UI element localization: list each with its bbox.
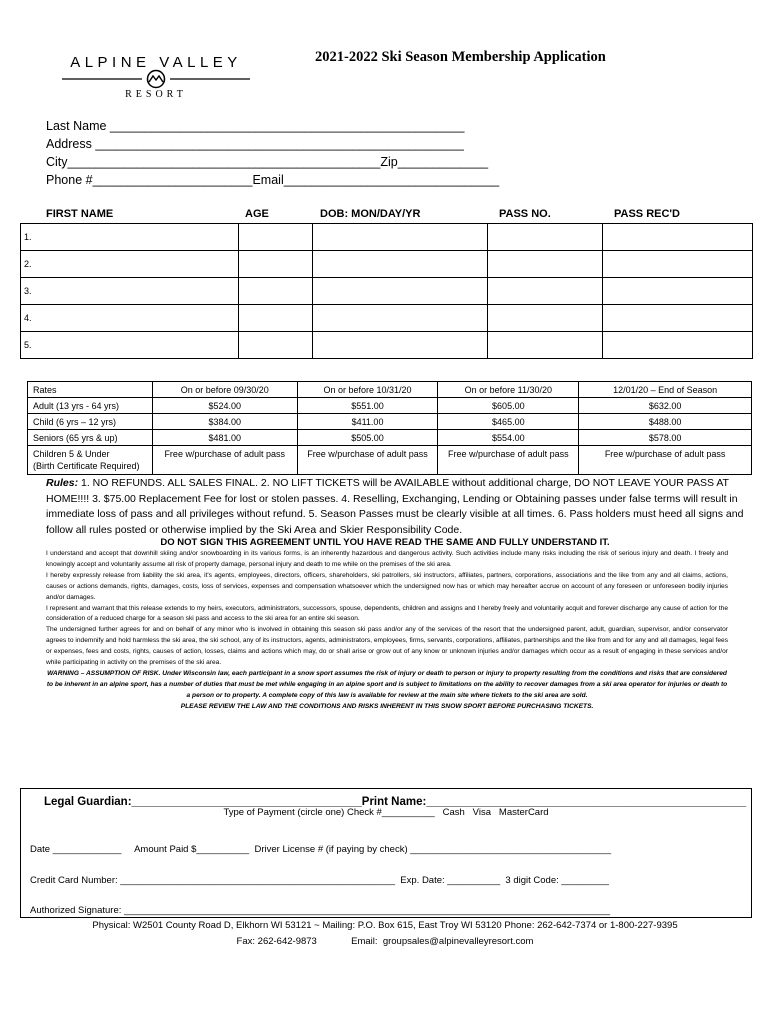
- rates-header: 12/01/20 – End of Season: [579, 382, 752, 398]
- header-age: AGE: [245, 208, 269, 220]
- pass-no-cell[interactable]: [488, 224, 603, 251]
- rate-price: $632.00: [579, 398, 752, 414]
- dob-cell[interactable]: [312, 278, 488, 305]
- footer-fax: Fax: 262-642-9873: [236, 936, 317, 947]
- agreement-title: DO NOT SIGN THIS AGREEMENT UNTIL YOU HAVE READ THE SAME AND FULLY UNDERSTAND IT.: [160, 537, 610, 548]
- footer-email: Email: groupsales@alpinevalleyresort.com: [351, 936, 534, 947]
- mountain-logo-icon: [58, 68, 254, 90]
- row-number: 1.: [21, 224, 239, 251]
- header-pass-recd: PASS REC'D: [614, 208, 680, 220]
- header-first-name: FIRST NAME: [46, 208, 114, 220]
- row-number: 4.: [21, 305, 239, 332]
- row-number: 3.: [21, 278, 239, 305]
- rate-category: Seniors (65 yrs & up): [28, 430, 153, 446]
- table-row: [21, 224, 753, 251]
- rate-price: $524.00: [152, 398, 297, 414]
- rate-price: $465.00: [438, 414, 579, 430]
- header-pass-no: PASS NO.: [499, 208, 551, 220]
- footer-address: Physical: W2501 County Road D, Elkhorn WI 53121 ~ Mailing: P.O. Box 615, East Troy WI 53120 Phone: 262-642-7374 or 1-800-227-9395: [92, 920, 678, 931]
- resort-logo: [58, 54, 254, 104]
- rate-price: $605.00: [438, 398, 579, 414]
- last-name-field[interactable]: Last Name ___________________________________________________: [46, 119, 465, 133]
- rates-table: [27, 381, 752, 475]
- age-cell[interactable]: [238, 224, 312, 251]
- rules-body: 1. NO REFUNDS. ALL SALES FINAL. 2. NO LIFT TICKETS will be AVAILABLE without additional charge, DO NOT LEAVE YOUR PASS AT HOME!!!! 3. $75.00 Replacement Fee for lost or stolen passes. 4. Reselling, Exchanging, Lending or Obtaining passes under false terms will result in immediate loss of pass and all privileges without refund. 5. Season Passes must be clearly visible at all times. 6. Pass holders must heed all signs and follow all rules posted or otherwise implied by the Ski Area and Skier Responsibility Code.: [46, 477, 744, 536]
- rate-price: Free w/purchase of adult pass: [579, 446, 752, 475]
- table-row: [21, 251, 753, 278]
- pass-recd-cell[interactable]: [603, 305, 753, 332]
- assumption-of-risk-warning: WARNING – ASSUMPTION OF RISK. Under Wisconsin law, each participant in a snow sport assumes the risk of injury or death to person or injury to property resulting from the conditions and risks that are considered to be inherent in an alpine sport, has a number of duties that must be met while engaging in an alpine sport and is subject to limitations on the ability to recover damages from a ski area operator for injuries or death to a person or to property. A complete copy of this law is available for review at the main site where tickets to the ski area are sold.: [46, 669, 728, 699]
- birth-cert-note: (Birth Certificate Required): [33, 461, 140, 471]
- rate-price: $384.00: [152, 414, 297, 430]
- agreement-text: [46, 549, 728, 713]
- rules-text: [46, 476, 758, 538]
- footer-contact: [0, 936, 770, 947]
- age-cell[interactable]: [238, 278, 312, 305]
- age-cell[interactable]: [238, 332, 312, 359]
- logo-resort: RESORT: [125, 89, 187, 100]
- credit-card-line[interactable]: Credit Card Number: ____________________________________________________ Exp. Date: __________ 3 digit Code: _________: [30, 875, 609, 886]
- page-title: 2021-2022 Ski Season Membership Application: [315, 49, 606, 65]
- row-number: 2.: [21, 251, 239, 278]
- table-row: [21, 332, 753, 359]
- agreement-paragraph: I represent and warrant that this release extends to my heirs, executors, administrators, successors, spouse, dependents, children and assigns and I hereby freely and voluntarily acquit and forever discharge any cause of action for the consideration of a reduced charge for a season ski pass and access to the ski area for an entire ski season.: [46, 604, 728, 623]
- table-row: [28, 398, 752, 414]
- pass-no-cell[interactable]: [488, 251, 603, 278]
- pass-recd-cell[interactable]: [603, 278, 753, 305]
- rate-price: Free w/purchase of adult pass: [152, 446, 297, 475]
- rate-price: $554.00: [438, 430, 579, 446]
- dob-cell[interactable]: [312, 305, 488, 332]
- dob-cell[interactable]: [312, 224, 488, 251]
- review-notice: PLEASE REVIEW THE LAW AND THE CONDITIONS AND RISKS INHERENT IN THIS SNOW SPORT BEFORE PURCHASING TICKETS.: [180, 702, 594, 710]
- header-dob: DOB: MON/DAY/YR: [320, 208, 421, 220]
- payment-box: [20, 788, 752, 918]
- dob-cell[interactable]: [312, 251, 488, 278]
- rate-category: Adult (13 yrs - 64 yrs): [28, 398, 153, 414]
- rate-price: Free w/purchase of adult pass: [297, 446, 438, 475]
- table-row: [21, 278, 753, 305]
- pass-recd-cell[interactable]: [603, 332, 753, 359]
- dob-cell[interactable]: [312, 332, 488, 359]
- pass-recd-cell[interactable]: [603, 251, 753, 278]
- table-row: [28, 430, 752, 446]
- table-row: [21, 305, 753, 332]
- rates-header: On or before 09/30/20: [152, 382, 297, 398]
- logo-name: ALPINE VALLEY: [70, 54, 242, 71]
- rate-price: $578.00: [579, 430, 752, 446]
- age-cell[interactable]: [238, 305, 312, 332]
- date-amount-line[interactable]: Date _____________ Amount Paid $__________ Driver License # (if paying by check) ______________________________________: [30, 844, 612, 855]
- rate-price: $488.00: [579, 414, 752, 430]
- pass-no-cell[interactable]: [488, 305, 603, 332]
- pass-recd-cell[interactable]: [603, 224, 753, 251]
- table-row: [28, 446, 752, 475]
- rates-header: On or before 10/31/20: [297, 382, 438, 398]
- pass-no-cell[interactable]: [488, 278, 603, 305]
- rules-label: Rules:: [46, 477, 79, 489]
- rate-price: $481.00: [152, 430, 297, 446]
- age-cell[interactable]: [238, 251, 312, 278]
- rates-header: Rates: [28, 382, 153, 398]
- payment-type-line[interactable]: Type of Payment (circle one) Check #__________ Cash Visa MasterCard: [223, 807, 549, 818]
- pass-no-cell[interactable]: [488, 332, 603, 359]
- guardian-signature-line[interactable]: Legal Guardian:____________________________________Print Name:__________________________________________________: [44, 796, 747, 808]
- phone-email-field[interactable]: Phone #_______________________Email_______________________________: [46, 173, 500, 187]
- rate-price: Free w/purchase of adult pass: [438, 446, 579, 475]
- pass-holders-table: [20, 223, 753, 359]
- authorized-signature-line[interactable]: Authorized Signature: ____________________________________________________________________________________________: [30, 905, 611, 916]
- rate-category: Child (6 yrs – 12 yrs): [28, 414, 153, 430]
- rates-header: On or before 11/30/20: [438, 382, 579, 398]
- agreement-paragraph: I understand and accept that downhill skiing and/or snowboarding in its various forms, is an inherently hazardous and dangerous activity. Such activities include many risks including the risk of serious injury and death. I freely and knowingly accept and voluntarily assume all risk of property damage, personal injury and death to me while on the premises of the ski area.: [46, 550, 728, 568]
- row-number: 5.: [21, 332, 239, 359]
- city-zip-field[interactable]: City_____________________________________________Zip_____________: [46, 155, 489, 169]
- address-field[interactable]: Address _____________________________________________________: [46, 137, 464, 151]
- children-label: Children 5 & Under: [33, 449, 110, 459]
- table-row: [28, 414, 752, 430]
- table-row: [28, 382, 752, 398]
- rate-category: [28, 446, 153, 475]
- rate-price: $505.00: [297, 430, 438, 446]
- rate-price: $411.00: [297, 414, 438, 430]
- rate-price: $551.00: [297, 398, 438, 414]
- agreement-paragraph: I hereby expressly release from liability the ski area, it's agents, employees, directors, officers, shareholders, ski patrollers, ski instructors, affiliates, partners, corporations, associations and the like from any and all claims, actions, causes or actions demands, rights, damages, costs, loss of services, expenses and compensation whatsoever which the undersigned now has or which may hereafter accrue on account of any foreseen or unforeseen bodily injuries and/or damages.: [46, 571, 728, 601]
- agreement-paragraph: The undersigned further agrees for and on behalf of any minor who is involved in obtaining this season ski pass and/or any of the services of the resort that the undersigned parent, adult, guardian, supervisor, and/or conservator agrees to indemnify and hold harmless the ski area, the ski school, any of its instructors, agents, administrators, employees, firms, servants, corporations, affiliates, partnerships and the like from and for any and all damages, legal fees or expenses, fees and costs, rights, causes of action, losses, claims and actions which may, do or shall arise or grow out of any know or unknown injuries and/or damages which occur as a result of engaging in these services and/or while participating in activity on the premises of the ski area.: [46, 626, 728, 667]
